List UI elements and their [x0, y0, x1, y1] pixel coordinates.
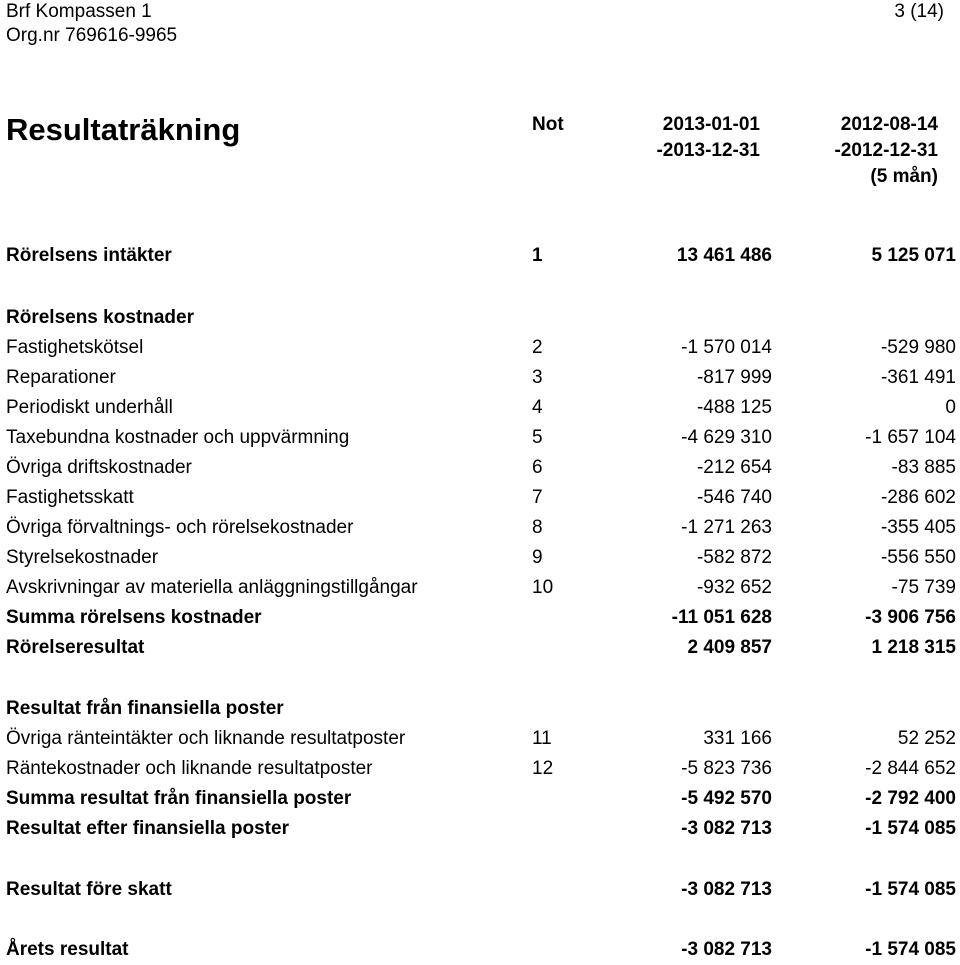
- row-current-value: -3 082 713: [681, 818, 772, 839]
- table-row-operating-result: [0, 633, 960, 663]
- row-previous-value: -361 491: [880, 367, 956, 388]
- column-header-previous-period: [758, 112, 938, 190]
- table-row-periodic-maintenance: [0, 393, 960, 423]
- row-label: Övriga ränteintäkter och liknande resultatposter: [6, 728, 406, 749]
- previous-period-end: -2012-12-31: [834, 140, 938, 161]
- row-current-value: 2 409 857: [687, 637, 772, 658]
- column-header-note-label: Not: [532, 114, 564, 135]
- current-period-start: 2013-01-01: [662, 114, 760, 135]
- page-title: Resultaträkning: [6, 112, 241, 147]
- table-row-repairs: [0, 363, 960, 393]
- table-row-utility-costs: [0, 423, 960, 453]
- table-row-total-financial-items: [0, 784, 960, 814]
- row-previous-value: 1 218 315: [871, 637, 956, 658]
- previous-period-length: (5 mån): [870, 166, 938, 187]
- row-previous-value: -286 602: [880, 487, 956, 508]
- row-label: Fastighetsskatt: [6, 487, 134, 508]
- table-row-board-costs: [0, 543, 960, 573]
- table-row-interest-income: [0, 724, 960, 754]
- row-label: Rörelsens intäkter: [6, 245, 172, 266]
- row-current-value: -817 999: [696, 367, 772, 388]
- row-label: Periodiskt underhåll: [6, 397, 173, 418]
- row-note: 11: [532, 728, 552, 749]
- row-previous-value: -355 405: [880, 517, 956, 538]
- row-label: Resultat före skatt: [6, 879, 172, 900]
- row-note: 12: [532, 758, 554, 779]
- row-label: Avskrivningar av materiella anläggningstillgångar: [6, 577, 418, 598]
- row-note: 1: [532, 245, 543, 266]
- row-label: Räntekostnader och liknande resultatposter: [6, 758, 373, 779]
- row-current-value: -488 125: [696, 397, 772, 418]
- document-header: [6, 0, 177, 48]
- row-label: Resultat från finansiella poster: [6, 698, 284, 719]
- table-row-property-tax: [0, 483, 960, 513]
- current-period-end: -2013-12-31: [656, 140, 760, 161]
- row-current-value: -5 823 736: [681, 758, 772, 779]
- table-row-property-maintenance: [0, 333, 960, 363]
- row-label: Summa resultat från finansiella poster: [6, 788, 352, 809]
- row-label: Reparationer: [6, 367, 116, 388]
- row-current-value: 331 166: [703, 728, 772, 749]
- table-row-result-before-tax: [0, 875, 960, 905]
- row-label: Årets resultat: [6, 939, 129, 960]
- row-label: Resultat efter finansiella poster: [6, 818, 289, 839]
- table-row-operating-costs-heading: [0, 303, 960, 333]
- table-row-administration-costs: [0, 513, 960, 543]
- row-current-value: -3 082 713: [681, 879, 772, 900]
- row-note: 4: [532, 397, 543, 418]
- row-label: Rörelsens kostnader: [6, 307, 194, 328]
- row-note: 2: [532, 337, 543, 358]
- row-current-value: -546 740: [696, 487, 772, 508]
- row-current-value: -932 652: [696, 577, 772, 598]
- row-previous-value: -2 844 652: [865, 758, 956, 779]
- row-note: 6: [532, 457, 543, 478]
- org-number: Org.nr 769616-9965: [6, 25, 178, 46]
- row-previous-value: -3 906 756: [865, 607, 956, 628]
- row-note: 9: [532, 547, 543, 568]
- row-current-value: -1 271 263: [681, 517, 772, 538]
- row-previous-value: 5 125 071: [871, 245, 956, 266]
- row-current-value: -3 082 713: [681, 939, 772, 960]
- row-label: Taxebundna kostnader och uppvärmning: [6, 427, 350, 448]
- row-previous-value: -1 574 085: [865, 818, 956, 839]
- table-row-result-after-financial-items: [0, 814, 960, 844]
- row-previous-value: -2 792 400: [865, 788, 956, 809]
- row-previous-value: -83 885: [891, 457, 956, 478]
- row-current-value: -4 629 310: [681, 427, 772, 448]
- column-header-note: [532, 112, 564, 138]
- row-previous-value: -529 980: [880, 337, 956, 358]
- row-current-value: -5 492 570: [681, 788, 772, 809]
- row-note: 3: [532, 367, 543, 388]
- table-row-interest-expenses: [0, 754, 960, 784]
- table-row-depreciation: [0, 573, 960, 603]
- row-previous-value: -556 550: [880, 547, 956, 568]
- column-header-current-period: [580, 112, 760, 164]
- row-previous-value: 0: [945, 397, 956, 418]
- table-row-net-result: [0, 935, 960, 965]
- row-label: Summa rörelsens kostnader: [6, 607, 262, 628]
- row-previous-value: -75 739: [891, 577, 956, 598]
- table-row-financial-items-heading: [0, 694, 960, 724]
- row-label: Övriga driftskostnader: [6, 457, 192, 478]
- table-row-total-operating-costs: [0, 603, 960, 633]
- row-current-value: -582 872: [696, 547, 772, 568]
- row-previous-value: 52 252: [897, 728, 956, 749]
- table-row-other-operating-costs: [0, 453, 960, 483]
- previous-period-start: 2012-08-14: [840, 114, 938, 135]
- row-label: Övriga förvaltnings- och rörelsekostnader: [6, 517, 354, 538]
- row-previous-value: -1 574 085: [865, 939, 956, 960]
- row-previous-value: -1 657 104: [865, 427, 956, 448]
- row-note: 8: [532, 517, 543, 538]
- row-label: Fastighetskötsel: [6, 337, 144, 358]
- row-note: 5: [532, 427, 543, 448]
- row-current-value: -1 570 014: [681, 337, 772, 358]
- row-label: Styrelsekostnader: [6, 547, 159, 568]
- row-previous-value: -1 574 085: [865, 879, 956, 900]
- row-label: Rörelseresultat: [6, 637, 145, 658]
- row-note: 10: [532, 577, 554, 598]
- table-row-operating-income: [0, 241, 960, 271]
- company-name: Brf Kompassen 1: [6, 1, 152, 22]
- row-current-value: -11 051 628: [671, 607, 772, 628]
- page-number: 3 (14): [894, 1, 944, 22]
- row-current-value: -212 654: [696, 457, 772, 478]
- row-note: 7: [532, 487, 543, 508]
- row-current-value: 13 461 486: [676, 245, 772, 266]
